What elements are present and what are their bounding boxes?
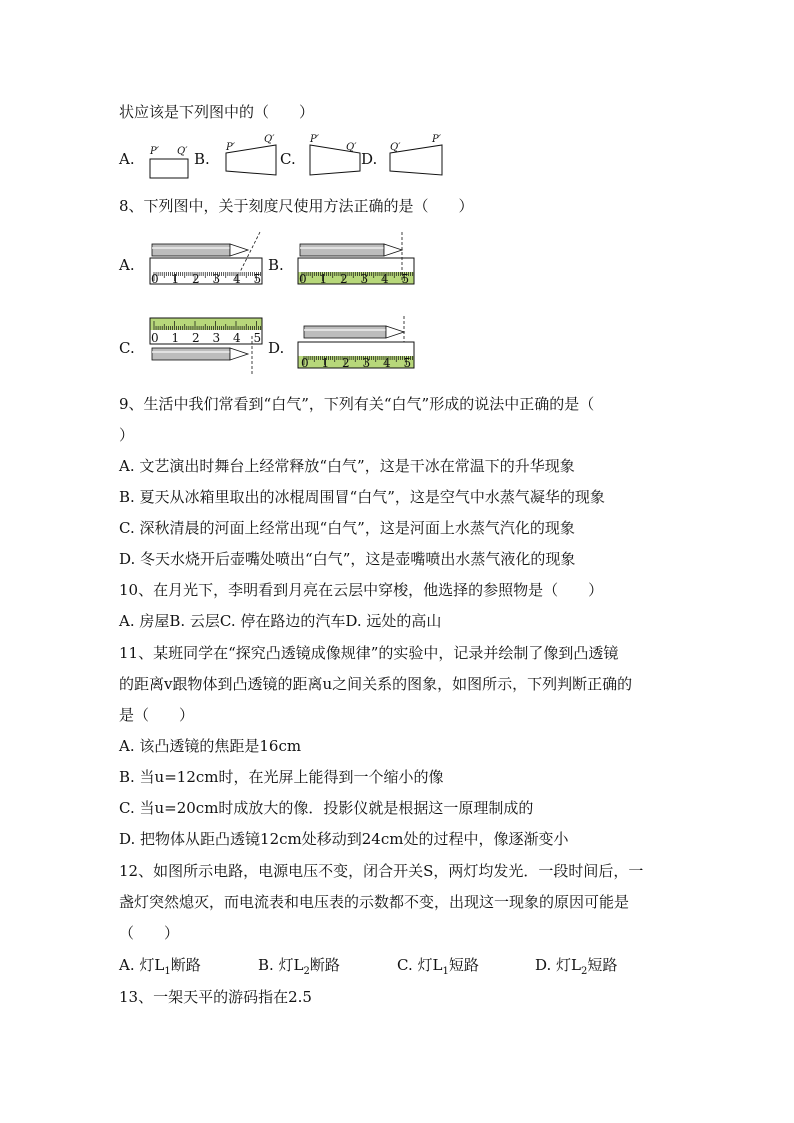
label-q: Q′: [177, 146, 188, 157]
figure-7d: [386, 133, 448, 181]
label-q: Q′: [264, 134, 275, 145]
text-line: ）: [119, 426, 135, 444]
ruler-tick-label: 1: [321, 356, 330, 370]
ruler-tick-label: 3: [362, 356, 371, 370]
figure-7a: [148, 140, 193, 180]
label-p: P′: [310, 134, 319, 145]
text-line: 的距离v跟物体到凸透镜的距离u之间关系的图象，如图所示，下列判断正确的: [119, 675, 633, 693]
pencil-tip: [386, 326, 404, 338]
option-c: C. 灯$L_1$短路: [397, 956, 479, 977]
text-line: 10、在月光下，李明看到月亮在云层中穿梭，他选择的参照物是（ ）: [119, 581, 604, 599]
pencil-tip: [230, 244, 248, 256]
option-text: A. 房屋B. 云层C. 停在路边的汽车D. 远处的高山: [119, 612, 442, 630]
ruler-tick-label: 1: [171, 272, 180, 286]
text-line: 状应该是下列图中的（ ）: [119, 103, 315, 121]
option-label: C.: [280, 150, 296, 168]
text-line: （ ）: [119, 924, 180, 942]
ruler-tick-label: 0: [151, 331, 159, 345]
ruler-tick-label: 2: [342, 356, 350, 370]
text-line: 是（ ）: [119, 706, 195, 724]
ruler-green-band: [150, 318, 262, 330]
pencil-tip: [384, 244, 402, 256]
pencil-body: [152, 348, 230, 360]
option-text: C. 当u=20cm时成放大的像．投影仪就是根据这一原理制成的: [119, 799, 534, 817]
pencil-body: [152, 244, 230, 256]
option-label: C.: [119, 339, 135, 357]
option-label: D.: [268, 339, 285, 357]
ruler-tick-label: 3: [360, 272, 369, 286]
label-p: P′: [226, 142, 235, 153]
rect-shape: [150, 159, 188, 178]
ruler-tick-label: 5: [403, 356, 412, 370]
label-q: Q′: [346, 142, 357, 153]
option-label: B.: [268, 256, 284, 274]
ruler-green-band: [298, 356, 414, 368]
ruler-tick-label: 0: [301, 356, 309, 370]
ruler-tick-label: 1: [319, 272, 328, 286]
ruler-tick-label: 4: [233, 331, 241, 345]
figure-7b: [222, 133, 282, 181]
label-q: Q′: [390, 142, 401, 153]
text-line: 8、下列图中，关于刻度尺使用方法正确的是（ ）: [119, 197, 474, 215]
text-line: 12、如图所示电路，电源电压不变，闭合开关S，两灯均发光．一段时间后，一: [119, 862, 644, 880]
label-p: P′: [432, 134, 441, 145]
ruler-tick-label: 1: [171, 331, 180, 345]
ruler-tick-label: 3: [212, 331, 221, 345]
option-label: A.: [119, 256, 135, 274]
ruler-body: [150, 258, 262, 284]
option-a: A. 灯$L_1$断路: [119, 956, 201, 977]
ruler-tick-label: 4: [233, 272, 241, 286]
option-label: B.: [194, 150, 210, 168]
ruler-figure-c: [148, 316, 268, 378]
option-b: B. 灯$L_2$断路: [258, 956, 340, 977]
figure-7c: [306, 133, 366, 181]
text-line: 9、生活中我们常看到“白气”，下列有关“白气”形成的说法中正确的是（: [119, 395, 595, 413]
ruler-tick-label: 5: [253, 331, 262, 345]
ruler-tick-label: 2: [192, 272, 200, 286]
ruler-figure-a: [148, 230, 268, 290]
text-line: 盏灯突然熄灭，而电流表和电压表的示数都不变，出现这一现象的原因可能是: [119, 893, 630, 911]
pencil-body: [304, 326, 386, 338]
option-text: A. 文艺演出时舞台上经常释放“白气”，这是干冰在常温下的升华现象: [119, 457, 575, 475]
text-line: 11、某班同学在“探究凸透镜成像规律”的实验中，记录并绘制了像到凸透镜: [119, 644, 619, 662]
pencil-tip: [230, 348, 248, 360]
ruler-tick-label: 5: [253, 272, 262, 286]
ruler-figure-b: [296, 230, 421, 290]
option-text: B. 当u=12cm时，在光屏上能得到一个缩小的像: [119, 768, 444, 786]
ruler-tick-label: 4: [381, 272, 389, 286]
option-label: A.: [119, 150, 135, 168]
ruler-tick-label: 2: [192, 331, 200, 345]
ruler-tick-label: 0: [151, 272, 159, 286]
option-label: D.: [361, 150, 378, 168]
ruler-tick-label: 3: [212, 272, 221, 286]
option-d: D. 灯$L_2$短路: [535, 956, 618, 977]
option-text: C. 深秋清晨的河面上经常出现“白气”，这是河面上水蒸气汽化的现象: [119, 519, 575, 537]
text-line: 13、一架天平的游码指在2.5: [119, 988, 312, 1006]
label-p: P′: [150, 146, 159, 157]
ruler-tick-label: 2: [340, 272, 348, 286]
ruler-tick-label: 5: [401, 272, 410, 286]
option-text: A. 该凸透镜的焦距是16cm: [119, 737, 302, 755]
option-text: D. 冬天水烧开后壶嘴处喷出“白气”，这是壶嘴喷出水蒸气液化的现象: [119, 550, 576, 568]
option-text: D. 把物体从距凸透镜12cm处移动到24cm处的过程中，像逐渐变小: [119, 830, 569, 848]
ruler-figure-d: [296, 316, 421, 378]
ruler-tick-label: 0: [299, 272, 307, 286]
option-text: B. 夏天从冰箱里取出的冰棍周围冒“白气”，这是空气中水蒸气凝华的现象: [119, 488, 605, 506]
pencil-body: [300, 244, 384, 256]
ruler-tick-label: 4: [383, 356, 391, 370]
